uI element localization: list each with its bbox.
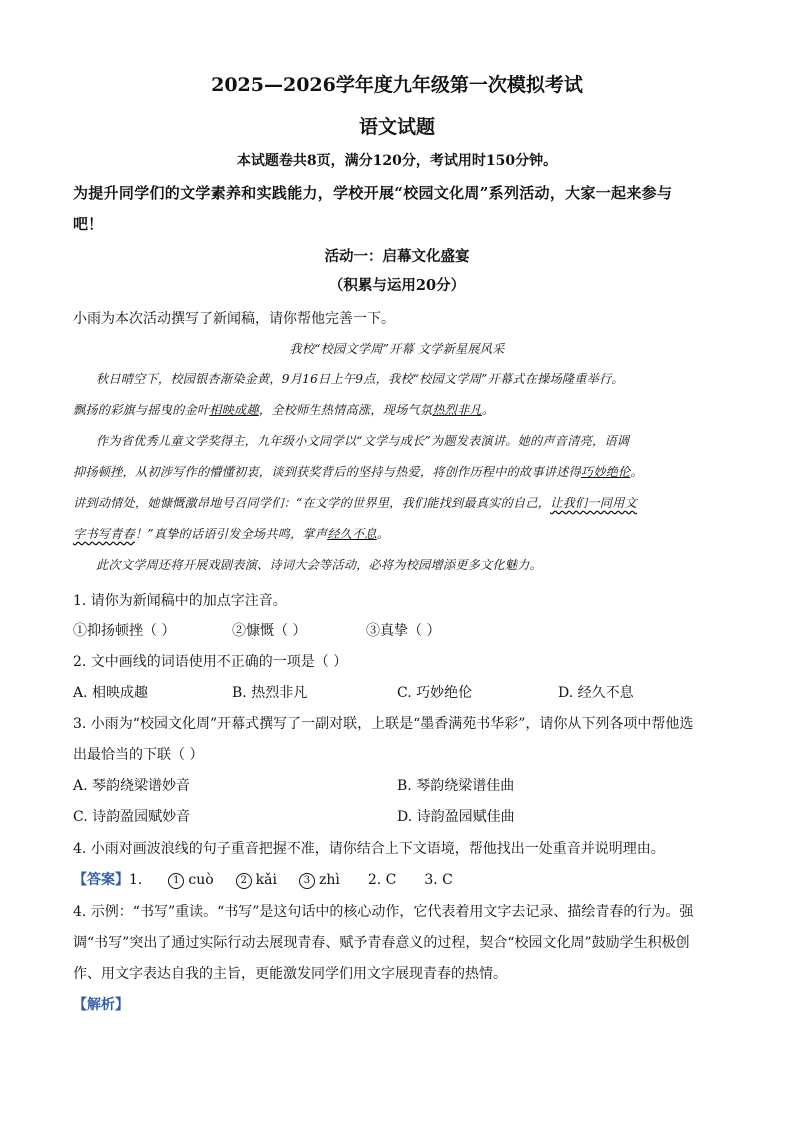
- underlined-phrase: 巧妙绝伦: [580, 465, 631, 479]
- news-p1-line2: [73, 401, 494, 418]
- answer-1-3: zhì: [318, 872, 340, 888]
- answer-2: 2. C: [367, 872, 397, 888]
- answer-1-label: 1.: [129, 872, 143, 888]
- text-run: ！”真挚的话语引发全场共鸣，掌声: [134, 527, 328, 541]
- exam-subtitle: 语文试题: [358, 116, 435, 138]
- text-run: 飘扬的彩旗与摇曳的金叶: [73, 403, 210, 417]
- exam-note: 本试题卷共8页，满分120分，考试用时150分钟。: [236, 153, 558, 169]
- q2-option-c: C. 巧妙绝伦: [397, 685, 473, 701]
- q3-option-b: B. 琴韵绕梁谱佳曲: [397, 778, 515, 794]
- q1-option-1: ①抑扬顿挫（ ）: [73, 623, 176, 639]
- text-run: ，全校师生热情高涨，现场气氛: [258, 403, 433, 417]
- underlined-phrase: 热烈非凡: [432, 403, 482, 417]
- text-run: 抑扬顿挫，从初涉写作的懵懂初衷，谈到获奖背后的坚持与热爱，将创作历程中的故事讲述得: [73, 465, 581, 479]
- q1-option-2: ②慷慨（ ）: [232, 623, 307, 639]
- q3-option-c: C. 诗韵盈园赋妙音: [73, 809, 191, 825]
- intro-line-1: 为提升同学们的文学素养和实践能力，学校开展“校园文化周”系列活动，大家一起来参与: [73, 184, 673, 202]
- news-p1-line1: 秋日晴空下，校园银杏渐染金黄，9月16日上午9点，我校“校园文学周”开幕式在操场隆重举行。: [96, 372, 624, 386]
- answer-4-line3: 作、用文字表达自我的主旨，更能激发同学们用文字展现青春的热情。: [73, 966, 507, 982]
- analysis-tag: 【解析】: [73, 997, 129, 1013]
- news-p3: 此次文学周还将开展戏剧表演、诗词大会等活动，必将为校园增添更多文化魅力。: [96, 558, 542, 572]
- circled-number-2: 2: [236, 873, 252, 889]
- answer-tag: 【答案】: [73, 872, 129, 888]
- activity-title: 活动一：启幕文化盛宴: [324, 248, 470, 265]
- underlined-phrase: 相映成趣: [209, 403, 259, 417]
- question-3-line1: 3. 小雨为“校园文化周”开幕式撰写了一副对联，上联是“墨香满苑书华彩”，请你从下列各项中帮他选: [73, 716, 694, 732]
- q2-option-a: A. 相映成趣: [73, 685, 149, 701]
- answer-3: 3. C: [424, 872, 453, 888]
- q2-option-b: B. 热烈非凡: [232, 685, 308, 701]
- question-3-line2: 出最恰当的下联（ ）: [73, 747, 204, 763]
- news-headline: 我校“校园文学周”开幕 文学新星展风采: [289, 342, 505, 356]
- wavy-underlined-sentence: 让我们一同用文: [550, 496, 637, 510]
- q1-option-3: ③真挚（ ）: [366, 623, 441, 639]
- answer-1-2: kǎi: [255, 872, 277, 888]
- underlined-phrase: 经久不息: [327, 527, 377, 541]
- answer-4-line2: 调“书写”突出了通过实际行动去展现青春、赋予青春意义的过程，契合“校园文化周”鼓励学生积极创: [73, 935, 690, 951]
- answer-row: [73, 869, 453, 889]
- answer-4-line1: 4. 示例：“书写”重读。“书写”是这句话中的核心动作，它代表着用文字去记录、描绘青春的行为。强: [73, 904, 694, 920]
- q2-option-d: D. 经久不息: [558, 685, 634, 701]
- exam-title: 2025—2026学年度九年级第一次模拟考试: [211, 74, 583, 96]
- text-run: 讲到动情处，她慷慨激昂地号召同学们：“在文学的世界里，我们能找到最真实的自己，: [73, 496, 551, 510]
- text-run: 。: [481, 403, 495, 417]
- question-2: 2. 文中画线的词语使用不正确的一项是（ ）: [73, 654, 348, 670]
- activity-section: （积累与运用20分）: [328, 277, 466, 294]
- intro-line-2: 吧！: [73, 215, 104, 233]
- lead-text: 小雨为本次活动撰写了新闻稿，请你帮他完善一下。: [73, 311, 395, 327]
- circled-number-1: 1: [168, 873, 184, 889]
- answer-1-1: cuò: [188, 872, 214, 888]
- news-p2-line3: [73, 494, 637, 511]
- text-run: 。: [376, 527, 390, 541]
- wavy-underlined-sentence: 字书写青春: [73, 527, 135, 541]
- text-run: 。: [630, 465, 643, 479]
- news-p2-line4: [73, 525, 389, 542]
- question-4: 4. 小雨对画波浪线的句子重音把握不准，请你结合上下文语境，帮他找出一处重音并说明理由。: [73, 841, 665, 857]
- q3-option-d: D. 诗韵盈园赋佳曲: [397, 809, 515, 825]
- news-p2-line1: 作为省优秀儿童文学奖得主，九年级小文同学以“文学与成长”为题发表演讲。她的声音清亮，语调: [96, 434, 630, 448]
- circled-number-3: 3: [299, 873, 315, 889]
- news-p2-line2: [73, 463, 643, 480]
- q3-option-a: A. 琴韵绕梁谱妙音: [73, 778, 191, 794]
- question-1: 1. 请你为新闻稿中的加点字注音。: [73, 593, 287, 609]
